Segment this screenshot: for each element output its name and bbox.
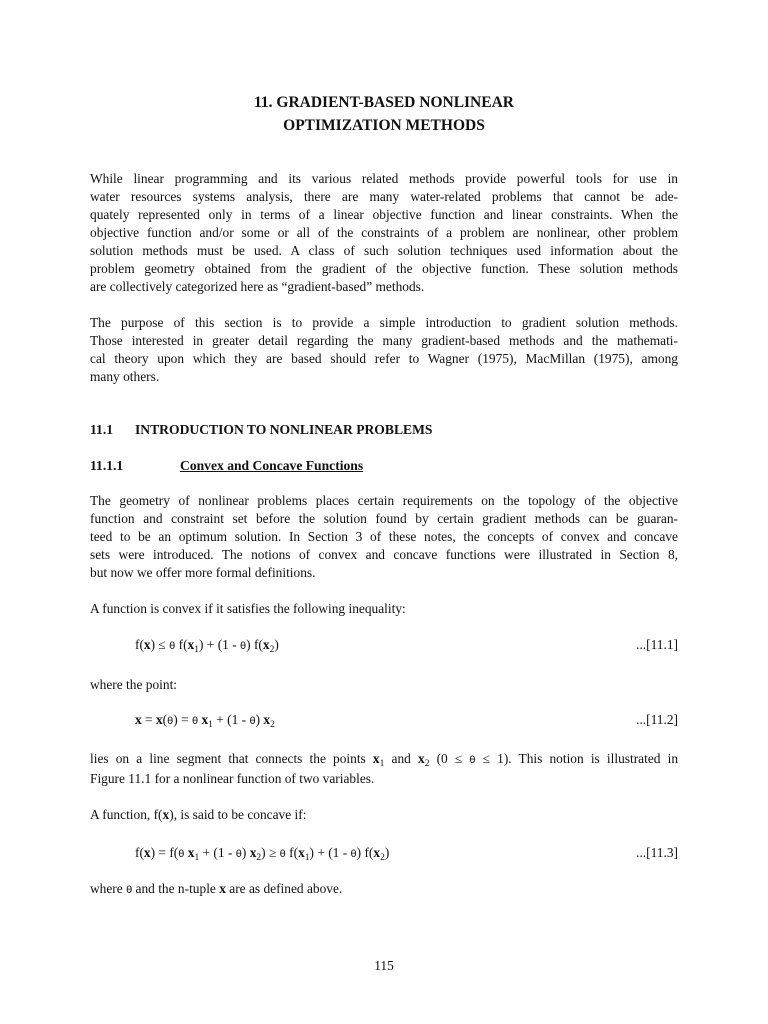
body-paragraph-5 [90,676,678,694]
equation-number: ...[11.1] [636,637,678,652]
intro-paragraph-1 [90,170,678,296]
text-line: teed to be an optimum solution. In Section 3 of these notes, the concepts of convex and concave [90,529,678,544]
equation-11-3 [135,844,678,864]
body-paragraph-8 [90,880,678,900]
text-line: A function is convex if it satisfies the following inequality: [90,601,406,616]
page-number: 115 [374,958,394,973]
equation-number: ...[11.3] [636,845,678,860]
subsection-title: Convex and Concave Functions [180,458,364,473]
text-line: Figure 11.1 for a nonlinear function of two variables. [90,771,375,786]
text-line: water resources systems analysis, there are many water-related problems that cannot be ade- [90,189,678,204]
text-line: function and constraint set before the solution found by certain gradient methods can be guaran- [90,511,678,526]
text-line: are collectively categorized here as “gradient-based” methods. [90,279,425,294]
text-line: objective function and/or some or all of the constraints of a problem are nonlinear, other problem [90,225,678,240]
text-line: lies on a line segment that connects the points $x_1$ and $x_2$ (0 ≤ θ ≤ 1). This notion is illustrated in [90,751,679,769]
text-line: quately represented only in terms of a linear objective function and linear constraints. When the [90,207,678,222]
text-line: but now we offer more formal definitions. [90,565,316,580]
text-line: The geometry of nonlinear problems places certain requirements on the topology of the objective [90,493,678,508]
text-line: where θ and the n-tuple x are as defined above. [90,881,343,896]
text-line: many others. [90,369,160,384]
body-paragraph-6 [90,750,678,788]
section-heading [90,421,432,439]
subsection-heading [90,457,363,475]
equation-body: f(x) ≤ θ $f(x_1) + (1 - \theta)$ $f(x_2)$ [135,637,279,655]
section-title: INTRODUCTION TO NONLINEAR PROBLEMS [135,422,433,437]
body-paragraph-4 [90,600,678,618]
text-line: problem geometry obtained from the gradient of the objective function. These solution methods [90,261,678,276]
body-paragraph-7 [90,806,678,824]
text-line: solution methods must be used. A class of such solution techniques used information about the [90,243,678,258]
text-line: While linear programming and its various related methods provide powerful tools for use in [90,171,678,186]
equation-11-1 [135,636,678,656]
equation-body: x = x(θ) = θ $x_1 + (1 - \theta)$ $x_2$ [135,712,275,730]
intro-paragraph-2 [90,314,678,386]
text-line: cal theory upon which they are based should refer to Wagner (1975), MacMillan (1975), among [90,351,678,366]
text-line: sets were introduced. The notions of convex and concave functions were illustrated in Section 8, [90,547,678,562]
text-line: The purpose of this section is to provide a simple introduction to gradient solution methods. [90,315,678,330]
text-line: Those interested in greater detail regarding the many gradient-based methods and the mathemati- [90,333,678,348]
chapter-title-line2: OPTIMIZATION METHODS [283,117,485,134]
equation-11-2 [135,711,678,731]
text-line: where the point: [90,677,178,692]
body-paragraph-3 [90,492,678,582]
section-number: 11.1 [90,422,114,437]
subsection-number: 11.1.1 [90,458,124,473]
equation-number: ...[11.2] [636,712,678,727]
chapter-title-line1: 11. GRADIENT-BASED NONLINEAR [254,94,514,111]
text-line: A function, f(x), is said to be concave if: [90,807,307,822]
equation-body: f(x) = f(θ $x_1 + (1 - \theta) x_2) \ge \theta$ $f(x_1) + (1 - \theta)$ $f(x_2)$ [135,845,390,863]
